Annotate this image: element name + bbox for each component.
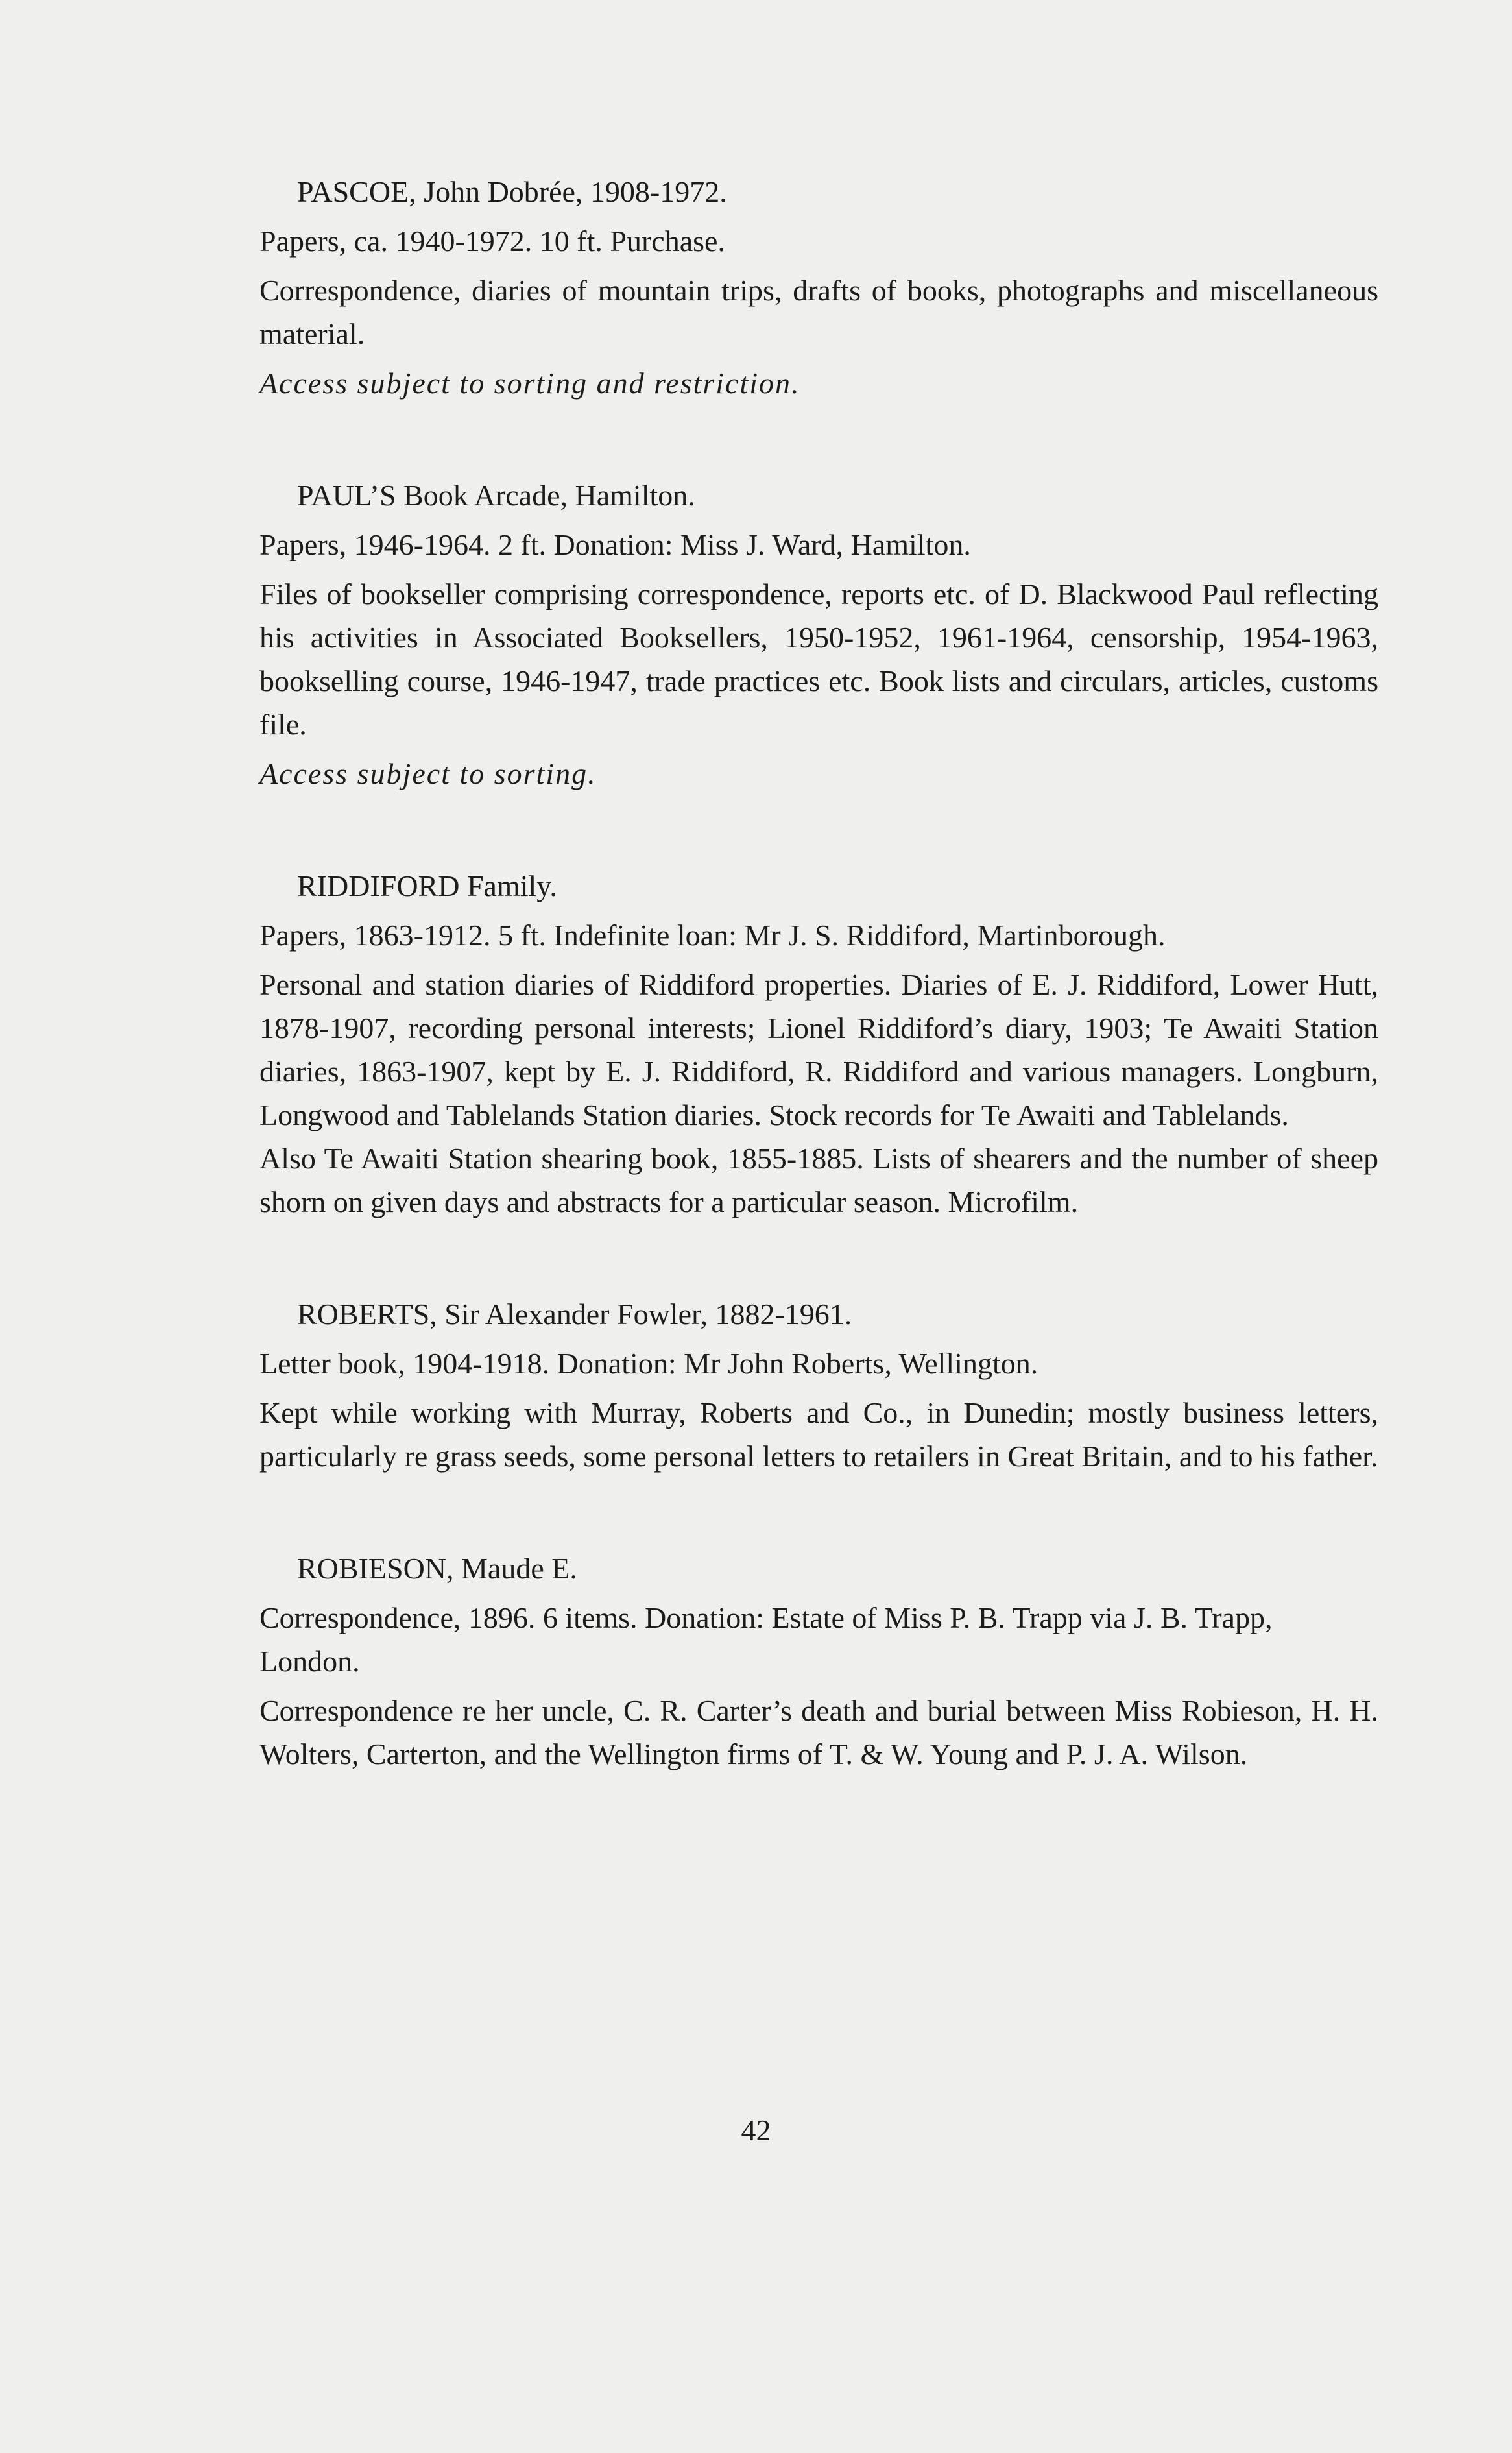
catalogue-entry-riddiford (259, 864, 1378, 1224)
entry-description: Correspondence re her uncle, C. R. Carter’s death and burial between Miss Robieson, H. H. Wolters, Carterton, and the Wellington firms of T. & W. Young and P. J. A. Wilson. (259, 1694, 1378, 1770)
entry-heading: ROBERTS, Sir Alexander Fowler, 1882-1961. (297, 1298, 852, 1331)
catalogue-entry-pascoe (259, 170, 1378, 405)
catalogue-entry-pauls (259, 474, 1378, 795)
entry-description: Correspondence, diaries of mountain trips, drafts of books, photographs and miscellaneous material. (259, 274, 1378, 350)
catalogue-column (259, 170, 1378, 1782)
catalogue-entry-roberts (259, 1292, 1378, 1478)
page-number: 42 (741, 2114, 771, 2147)
entry-access-note: Access subject to sorting. (259, 757, 597, 790)
entry-details: Letter book, 1904-1918. Donation: Mr John Roberts, Wellington. (259, 1347, 1038, 1380)
entry-description: Files of bookseller comprising correspondence, reports etc. of D. Blackwood Paul reflecting his activities in Associated Booksellers, 1950-1952, 1961-1964, censorship, 1954-1963, bookselling course, 1946-1947, trade practices etc. Book lists and circulars, articles, customs file. (259, 577, 1378, 741)
entry-description-continued: Also Te Awaiti Station shearing book, 1855-1885. Lists of shearers and the number of sheep shorn on given days and abstracts for a particular season. Microfilm. (259, 1142, 1378, 1218)
entry-access-note: Access subject to sorting and restriction. (259, 367, 800, 400)
entry-heading: PAUL’S Book Arcade, Hamilton. (297, 479, 695, 512)
entry-description: Kept while working with Murray, Roberts and Co., in Dunedin; mostly business letters, particularly re grass seeds, some personal letters to retailers in Great Britain, and to his father. (259, 1396, 1378, 1473)
entry-description: Personal and station diaries of Riddiford properties. Diaries of E. J. Riddiford, Lower Hutt, 1878-1907, recording personal interests; Lionel Riddiford’s diary, 1903; Te Awaiti Station diaries, 1863-1907, kept by E. J. Riddiford, R. Riddiford and various managers. Longburn, Longwood and Tablelands Station diaries. Stock records for Te Awaiti and Tablelands. (259, 968, 1378, 1131)
entry-heading: RIDDIFORD Family. (297, 869, 557, 902)
entry-details: Papers, ca. 1940-1972. 10 ft. Purchase. (259, 224, 725, 258)
entry-heading: PASCOE, John Dobrée, 1908-1972. (297, 175, 727, 208)
entry-details: Papers, 1863-1912. 5 ft. Indefinite loan: Mr J. S. Riddiford, Martinborough. (259, 919, 1166, 952)
catalogue-entry-robieson (259, 1547, 1378, 1776)
entry-details: Correspondence, 1896. 6 items. Donation: Estate of Miss P. B. Trapp via J. B. Trapp, London. (259, 1601, 1273, 1678)
entry-heading: ROBIESON, Maude E. (297, 1552, 577, 1585)
entry-details: Papers, 1946-1964. 2 ft. Donation: Miss J. Ward, Hamilton. (259, 528, 971, 561)
